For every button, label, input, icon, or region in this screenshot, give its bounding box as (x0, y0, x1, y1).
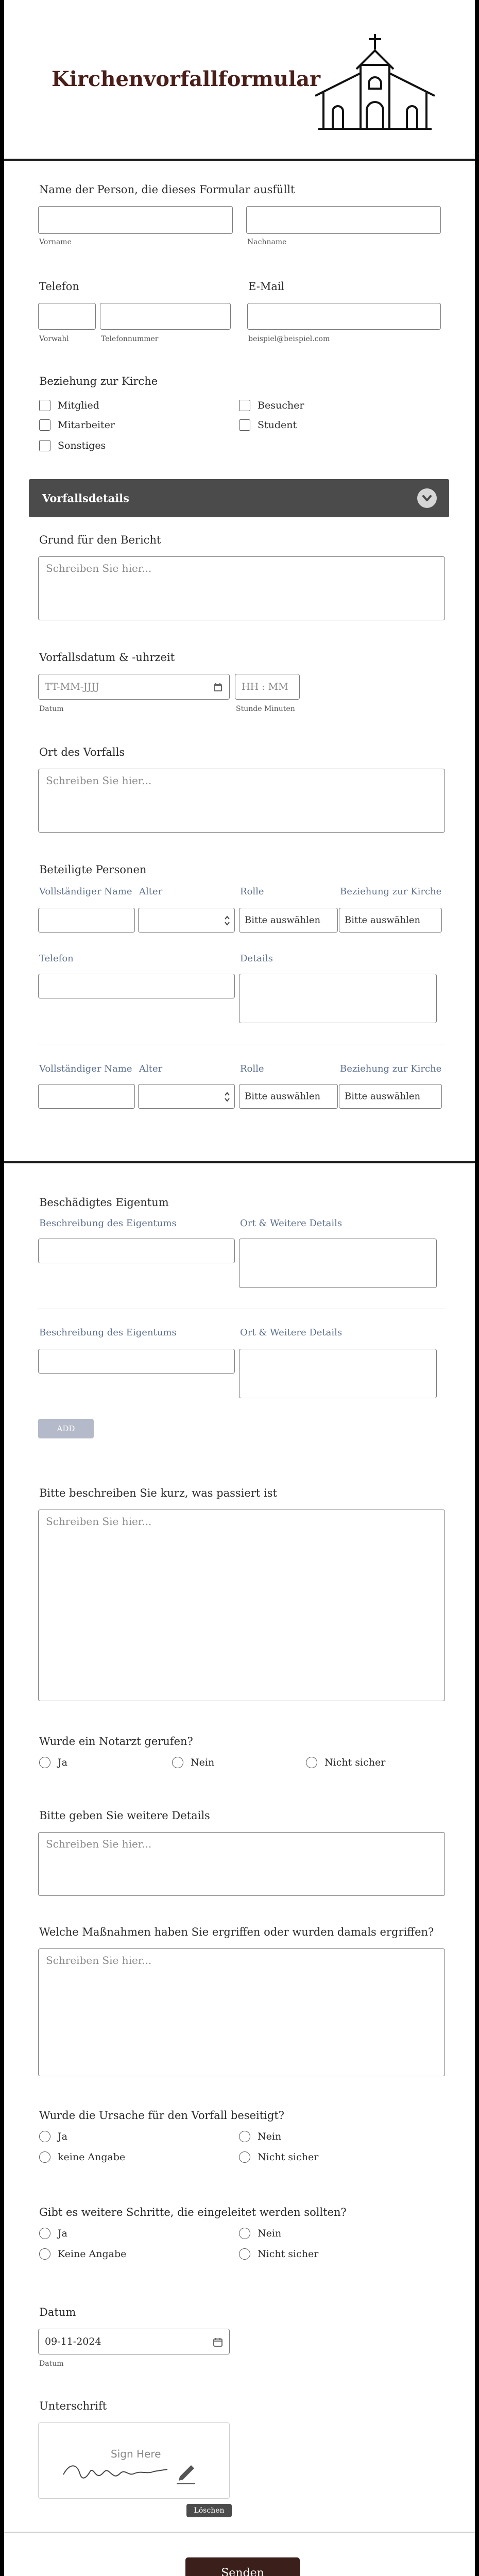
incident-time-input[interactable] (235, 674, 300, 700)
location-textarea[interactable] (38, 769, 445, 833)
person-relation-value-2: Bitte auswählen (345, 1091, 421, 1102)
option-staff-label: Mitarbeiter (58, 419, 115, 431)
property-desc-input-2[interactable] (38, 1349, 235, 1374)
clear-signature-button[interactable]: Löschen (186, 2504, 232, 2517)
add-property-button[interactable]: ADD (38, 1419, 94, 1438)
option-other-label: Sonstiges (58, 440, 106, 451)
email-sublabel: beispiel@beispiel.com (248, 335, 330, 343)
person-name-input-2[interactable] (38, 1084, 135, 1109)
col-property-desc-header-2: Beschreibung des Eigentums (39, 1327, 177, 1338)
cause-unsure-label: Nicht sicher (258, 2151, 319, 2163)
radio-steps-unsure[interactable] (239, 2248, 250, 2260)
col-age-header: Alter (139, 886, 163, 897)
section-title: Vorfallsdetails (42, 492, 129, 505)
col-name-header: Vollständiger Name (39, 886, 132, 897)
radio-cause-unsure[interactable] (239, 2151, 250, 2163)
relation-label: Beziehung zur Kirche (39, 375, 158, 387)
date-input[interactable] (38, 2329, 230, 2354)
property-location-textarea[interactable] (239, 1239, 437, 1288)
person-age-input[interactable] (138, 908, 235, 933)
header-divider (4, 159, 475, 161)
radio-emergency-no[interactable] (172, 1757, 183, 1768)
option-visitor-label: Besucher (258, 400, 304, 411)
col-property-location-header-2: Ort & Weitere Details (240, 1327, 343, 1338)
radio-cause-yes[interactable] (39, 2131, 50, 2142)
time-sublabel: Stunde Minuten (236, 705, 295, 713)
checkbox-other[interactable] (39, 440, 50, 451)
person-name-input[interactable] (38, 908, 135, 933)
page-break-divider (4, 1161, 475, 1163)
person-role-select[interactable] (239, 908, 338, 933)
person-age-input-2[interactable] (138, 1084, 235, 1109)
name-label: Name der Person, die dieses Formular ausfüllt (39, 183, 295, 196)
calendar-icon[interactable] (213, 2337, 223, 2347)
col-relation-header-2: Beziehung zur Kirche (340, 1063, 442, 1074)
radio-emergency-yes[interactable] (39, 1757, 50, 1768)
further-steps-label: Gibt es weitere Schritte, die eingeleitet werden sollten? (39, 2206, 347, 2218)
what-happened-label: Bitte beschreiben Sie kurz, was passiert ist (39, 1487, 277, 1499)
persons-label: Beteiligte Personen (39, 863, 147, 876)
steps-no-label: Nein (258, 2228, 282, 2239)
person-relation-value: Bitte auswählen (345, 914, 421, 926)
person-relation-select[interactable] (339, 908, 442, 933)
option-member-label: Mitglied (58, 400, 99, 411)
submit-button[interactable]: Senden (185, 2557, 300, 2576)
measures-placeholder: Schreiben Sie hier... (46, 1954, 152, 1967)
first-name-input[interactable] (38, 206, 233, 234)
date-value: 09-11-2024 (45, 2336, 101, 2347)
phone-area-input[interactable] (38, 303, 96, 330)
emergency-yes-label: Ja (58, 1757, 67, 1768)
footer-divider (4, 2532, 475, 2533)
page-title: Kirchenvorfallformular (52, 67, 321, 91)
signature-stroke-icon (59, 2456, 214, 2487)
checkbox-student[interactable] (239, 419, 250, 431)
date-placeholder: TT-MM-JJJJ (45, 681, 99, 692)
property-desc-input[interactable] (38, 1239, 235, 1263)
reason-placeholder: Schreiben Sie hier... (46, 562, 152, 574)
radio-cause-no[interactable] (239, 2131, 250, 2142)
person-role-value: Bitte auswählen (245, 914, 321, 926)
col-age-header-2: Alter (139, 1063, 163, 1074)
person-relation-select-2[interactable] (339, 1084, 442, 1109)
last-name-sublabel: Nachname (247, 238, 287, 246)
church-icon (313, 32, 437, 131)
email-label: E-Mail (248, 280, 285, 293)
more-details-placeholder: Schreiben Sie hier... (46, 1838, 152, 1850)
last-name-input[interactable] (246, 206, 441, 234)
what-happened-placeholder: Schreiben Sie hier... (46, 1515, 152, 1528)
col-role-header-2: Rolle (240, 1063, 264, 1074)
signature-pad[interactable] (38, 2422, 230, 2499)
calendar-icon[interactable] (213, 682, 223, 692)
measures-label: Welche Maßnahmen haben Sie ergriffen oder wurden damals ergriffen? (39, 1926, 434, 1938)
section-incident-details[interactable] (29, 479, 449, 517)
checkbox-staff[interactable] (39, 419, 50, 431)
cause-removed-label: Wurde die Ursache für den Vorfall beseitigt? (39, 2109, 285, 2122)
checkbox-member[interactable] (39, 400, 50, 411)
col-details-header: Details (240, 953, 273, 964)
property-label: Beschädigtes Eigentum (39, 1196, 169, 1209)
signature-hint: Sign Here (111, 2448, 161, 2460)
incident-datetime-label: Vorfallsdatum & -uhrzeit (39, 651, 175, 664)
col-name-header-2: Vollständiger Name (39, 1063, 132, 1074)
property-location-textarea-2[interactable] (239, 1349, 437, 1398)
radio-cause-no-answer[interactable] (39, 2151, 50, 2163)
stepper-icon[interactable] (224, 914, 230, 927)
phone-number-input[interactable] (100, 303, 231, 330)
person-role-value-2: Bitte auswählen (245, 1091, 321, 1102)
emergency-unsure-label: Nicht sicher (324, 1757, 386, 1768)
radio-steps-yes[interactable] (39, 2228, 50, 2239)
measures-textarea[interactable] (38, 1948, 445, 2076)
phone-label: Telefon (39, 280, 79, 293)
steps-no-answer-label: Keine Angabe (58, 2248, 127, 2260)
person-phone-input[interactable] (38, 974, 235, 998)
stepper-icon[interactable] (224, 1091, 230, 1103)
cause-no-answer-label: keine Angabe (58, 2151, 126, 2163)
phone-number-sublabel: Telefonnummer (101, 335, 159, 343)
col-property-location-header: Ort & Weitere Details (240, 1218, 343, 1229)
date-sublabel: Datum (39, 705, 64, 713)
col-role-header: Rolle (240, 886, 264, 897)
location-placeholder: Schreiben Sie hier... (46, 774, 152, 787)
time-placeholder: HH : MM (242, 681, 288, 692)
email-input[interactable] (247, 303, 441, 330)
cause-no-label: Nein (258, 2131, 282, 2142)
location-label: Ort des Vorfalls (39, 746, 125, 758)
date-sublabel-2: Datum (39, 2360, 64, 2368)
col-phone-header: Telefon (39, 953, 74, 964)
phone-area-sublabel: Vorwahl (39, 335, 69, 343)
col-relation-header: Beziehung zur Kirche (340, 886, 442, 897)
col-property-desc-header: Beschreibung des Eigentums (39, 1218, 177, 1229)
checkbox-visitor[interactable] (239, 400, 250, 411)
chevron-down-icon[interactable] (417, 488, 437, 508)
radio-steps-no[interactable] (239, 2228, 250, 2239)
steps-unsure-label: Nicht sicher (258, 2248, 319, 2260)
more-details-textarea[interactable] (38, 1832, 445, 1896)
more-details-label: Bitte geben Sie weitere Details (39, 1809, 210, 1822)
incident-date-input[interactable] (38, 674, 230, 700)
reason-textarea[interactable] (38, 556, 445, 620)
person-details-textarea[interactable] (239, 974, 437, 1023)
signature-label: Unterschrift (39, 2400, 107, 2412)
reason-label: Grund für den Bericht (39, 534, 161, 546)
steps-yes-label: Ja (58, 2228, 67, 2239)
what-happened-textarea[interactable] (38, 1510, 445, 1701)
emergency-label: Wurde ein Notarzt gerufen? (39, 1735, 193, 1748)
first-name-sublabel: Vorname (39, 238, 72, 246)
radio-emergency-unsure[interactable] (306, 1757, 317, 1768)
cause-yes-label: Ja (58, 2131, 67, 2142)
radio-steps-no-answer[interactable] (39, 2248, 50, 2260)
date-label: Datum (39, 2306, 76, 2318)
person-role-select-2[interactable] (239, 1084, 338, 1109)
emergency-no-label: Nein (191, 1757, 215, 1768)
option-student-label: Student (258, 419, 297, 431)
